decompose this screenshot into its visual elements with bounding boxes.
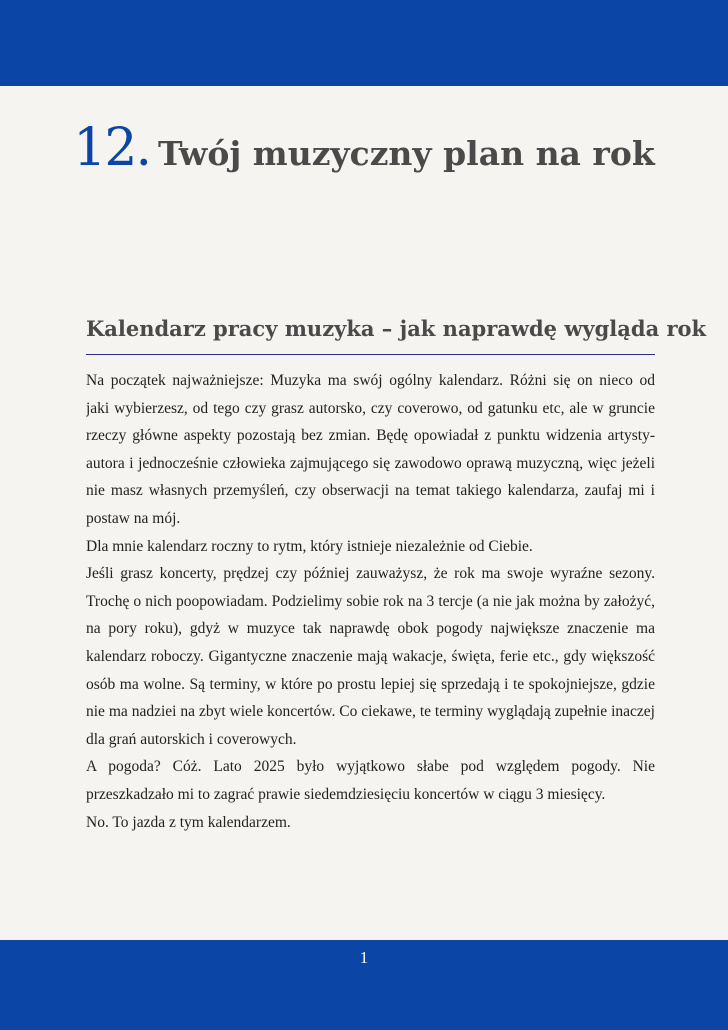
text-line: kalendarz roboczy. Gigantyczne znaczenie mają wakacje, święta, ferie etc., gdy większość [86, 647, 655, 665]
text-line: rzeczy główne aspekty pozostają bez zmian. Będę opowiadał z punktu widzenia artysty- [86, 427, 655, 445]
text-line: na pory roku), gdyż w muzyce tak naprawdę obok pogody największe znaczenie ma [86, 620, 655, 638]
heading-divider [86, 354, 655, 355]
text-line: No. To jazda z tym kalendarzem. [86, 813, 291, 831]
text-line: Na początek najważniejsze: Muzyka ma swój ogólny kalendarz. Różni się on nieco od [86, 372, 655, 389]
text-line: Jeśli grasz koncerty, prędzej czy później zauważysz, że rok ma swoje wyraźne sezony. [86, 565, 655, 583]
text-line: przeszkadzało mi to zagrać prawie siedemdziesięciu koncertów w ciągu 3 miesięcy. [86, 785, 606, 803]
text-line: Dla mnie kalendarz roczny to rytm, który istnieje niezależnie od Ciebie. [86, 537, 533, 555]
page-number: 1 [359, 948, 369, 967]
header-band [0, 0, 728, 86]
text-line: postaw na mój. [86, 509, 181, 527]
text-line: nie masz własnych przemyśleń, czy obserwacji na temat takiego kalendarza, zaufaj mi i [86, 482, 655, 500]
section-heading: Kalendarz pracy muzyka – jak naprawdę wygląda rok [86, 316, 707, 341]
chapter-title [0, 118, 728, 178]
text-line: Trochę o nich poopowiadam. Podzielimy sobie rok na 3 tercje (a nie jak można by założyć, [86, 592, 655, 610]
chapter-number: 12. [73, 118, 150, 178]
text-line: nie ma nadziei na zbyt wiele koncertów. Co ciekawe, te terminy wyglądają zupełnie inaczej [86, 703, 655, 721]
text-line: jaki wybierzesz, od tego czy grasz autorsko, czy coverowo, od gatunku etc, ale w gruncie [86, 399, 655, 417]
text-line: A pogoda? Cóż. Lato 2025 było wyjątkowo słabe pod względem pogody. Nie [86, 758, 655, 776]
text-line: autora i jednocześnie człowieka zajmującego się zawodowo oprawą muzyczną, więc jeżeli [86, 454, 655, 472]
text-line: dla grań autorskich i coverowych. [86, 730, 297, 748]
body-text [86, 367, 655, 836]
text-line: osób ma wolne. Są terminy, w które po prostu lepiej się sprzedają i te spokojniejsze, gdzie [86, 675, 655, 693]
chapter-title-text: Twój muzyczny plan na rok [158, 134, 655, 173]
